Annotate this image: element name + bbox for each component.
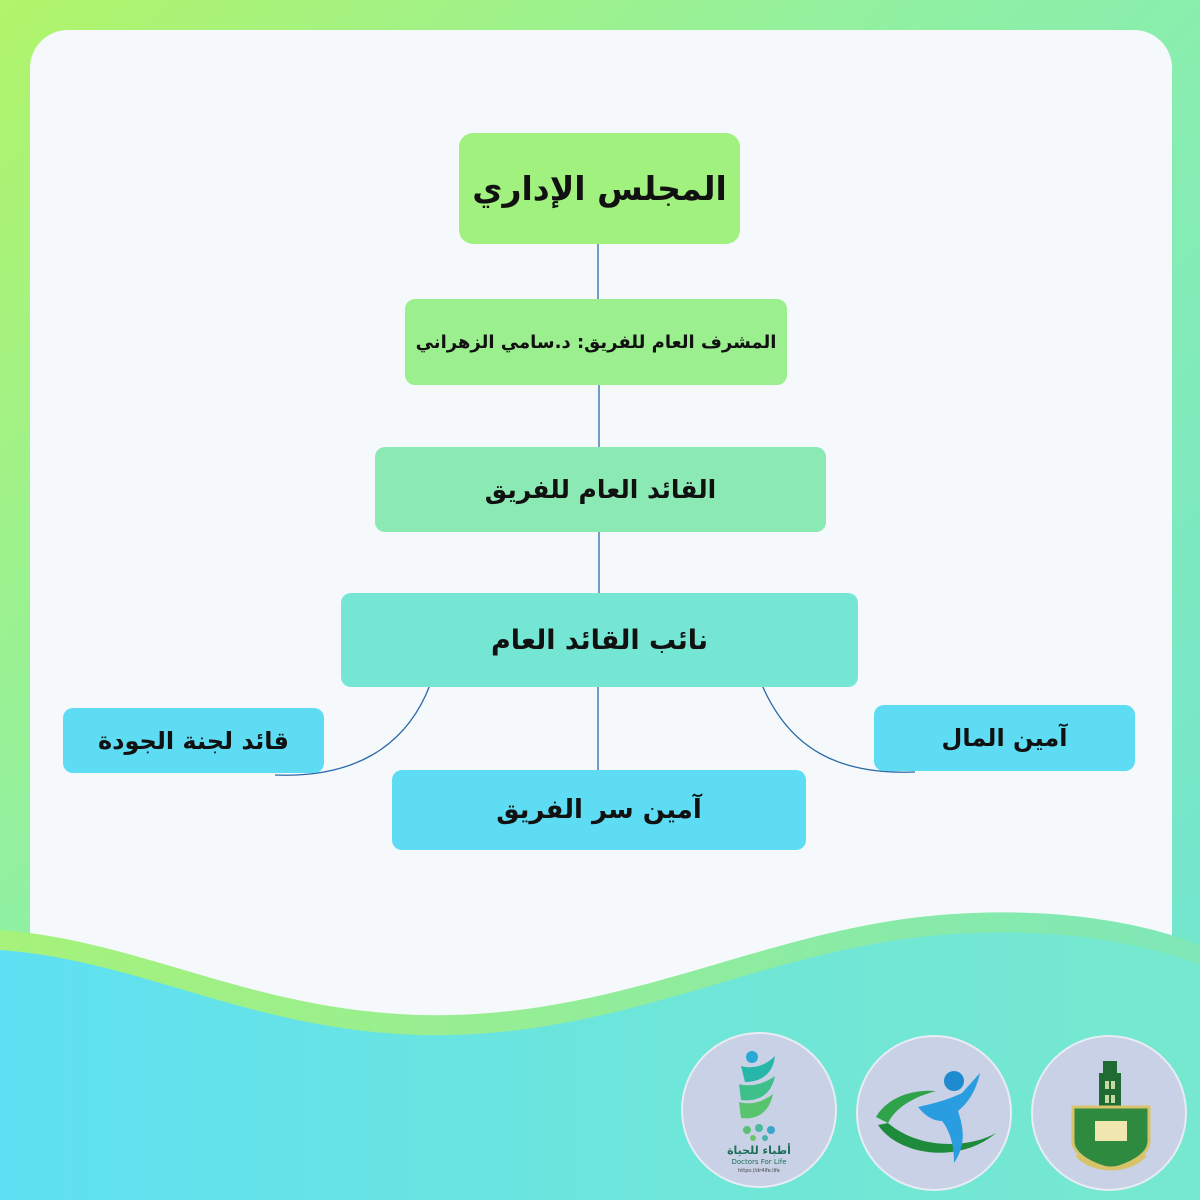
node-deputy-label: نائب القائد العام	[490, 624, 709, 656]
node-quality-lead	[63, 708, 324, 773]
node-treasurer	[874, 705, 1135, 771]
doctors-for-life-logo	[681, 1032, 837, 1188]
doctors-for-life-arabic: أطباء للحياة	[727, 1144, 791, 1157]
team-swoosh-logo	[856, 1035, 1012, 1191]
doctors-for-life-url: https://dr4lfe.life	[738, 1168, 780, 1174]
node-supervisor	[405, 299, 787, 385]
node-treasurer-label: آمين المال	[941, 724, 1068, 752]
node-deputy	[341, 593, 858, 687]
node-quality-lead-label: قائد لجنة الجودة	[97, 726, 290, 755]
node-secretary	[392, 770, 806, 850]
node-leader-label: القائد العام للفريق	[484, 475, 717, 504]
node-supervisor-label: المشرف العام للفريق: د.سامي الزهراني	[415, 331, 777, 353]
node-board-label: المجلس الإداري	[472, 169, 727, 208]
node-secretary-label: آمين سر الفريق	[496, 795, 702, 825]
team-swoosh-icon	[858, 1037, 1014, 1193]
doctors-for-life-icon	[683, 1034, 839, 1190]
node-leader	[375, 447, 826, 532]
node-board	[459, 133, 740, 244]
king-abdulaziz-university-seal	[1031, 1035, 1187, 1191]
university-seal-icon	[1033, 1037, 1189, 1193]
doctors-for-life-english: Doctors For Life	[731, 1158, 787, 1166]
